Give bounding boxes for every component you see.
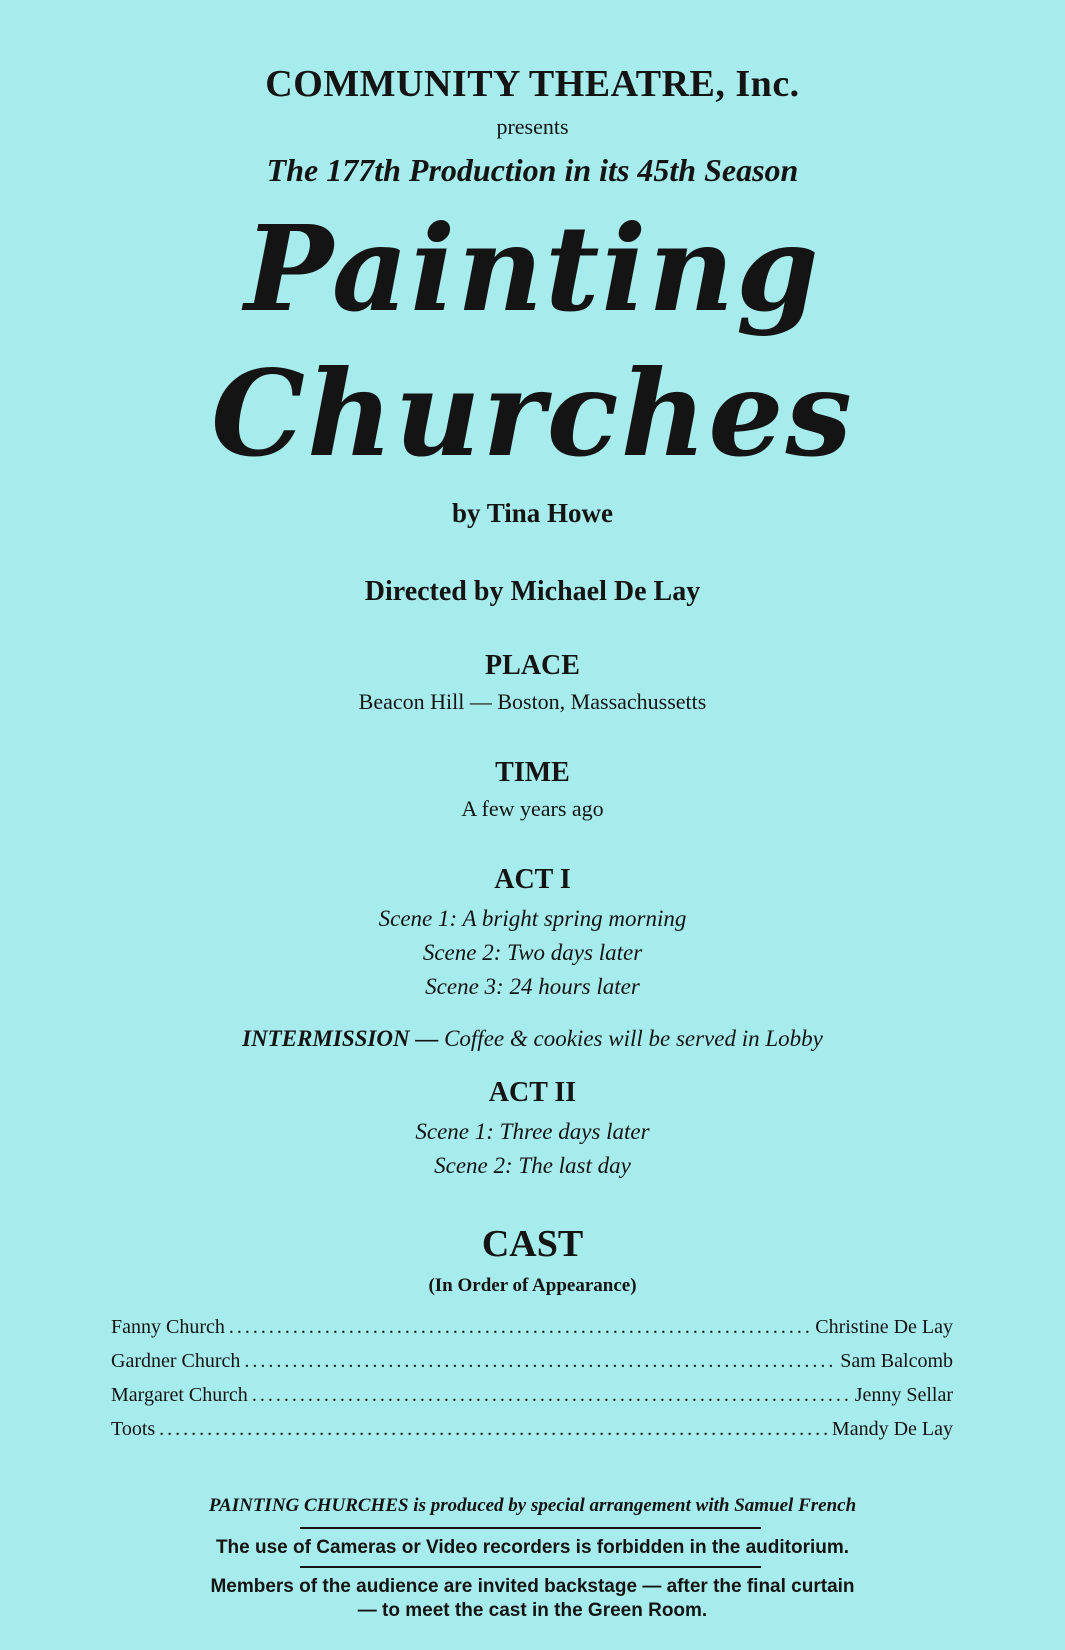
divider-rule [300,1527,761,1529]
cast-row [111,1384,953,1418]
cast-row [111,1316,953,1350]
cast-list [111,1316,953,1452]
production-line: The 177th Production in its 45th Season [266,152,799,188]
act2-scene-1: Scene 1: Three days later [415,1119,650,1144]
act1-scene-1: Scene 1: A bright spring morning [378,906,687,931]
author-credit: by Tina Howe [451,498,614,528]
cast-row [111,1350,953,1384]
act2-heading: ACT II [488,1077,577,1108]
director-credit: Directed by Michael De Lay [364,576,701,607]
divider-rule [300,1566,761,1568]
cast-role: Fanny Church [111,1316,225,1338]
time-value: A few years ago [461,796,604,821]
cast-role: Margaret Church [111,1384,248,1406]
act1-scene-2: Scene 2: Two days later [422,940,643,965]
act1-scene-3: Scene 3: 24 hours later [425,974,640,999]
backstage-invite-line1: Members of the audience are invited backstage — after the final curtain [210,1576,855,1597]
cast-row [111,1418,953,1452]
leader-dots [252,1384,851,1407]
place-heading: PLACE [485,650,580,681]
company-name: COMMUNITY THEATRE, Inc. [265,63,800,105]
intermission-line [0,1026,1065,1052]
act2-scene-2: Scene 2: The last day [434,1153,631,1178]
presents-text: presents [496,114,569,139]
act1-heading: ACT I [494,864,571,895]
cast-role: Toots [111,1418,156,1440]
arrangement-notice: PAINTING CHURCHES is produced by special arrangement with Samuel French [208,1495,857,1516]
camera-notice: The use of Cameras or Video recorders is forbidden in the auditorium. [215,1537,850,1558]
cast-actor: Jenny Sellar [854,1384,953,1406]
cast-actor: Christine De Lay [815,1316,953,1338]
cast-role: Gardner Church [111,1350,241,1372]
cast-subheading: (In Order of Appearance) [428,1275,637,1296]
play-title-line2: Churches [211,344,854,483]
backstage-invite-line2: — to meet the cast in the Green Room. [357,1600,708,1621]
place-value: Beacon Hill — Boston, Massachussetts [358,689,707,714]
leader-dots [159,1418,828,1441]
leader-dots [244,1350,836,1373]
cast-heading: CAST [481,1223,584,1265]
time-heading: TIME [495,757,570,788]
cast-actor: Mandy De Lay [831,1418,953,1440]
intermission-text: Coffee & cookies will be served in Lobby [444,1026,823,1051]
leader-dots [229,1316,811,1339]
cast-actor: Sam Balcomb [840,1350,953,1372]
play-title-line1: Painting [244,199,821,338]
intermission-label: INTERMISSION — [242,1026,439,1051]
